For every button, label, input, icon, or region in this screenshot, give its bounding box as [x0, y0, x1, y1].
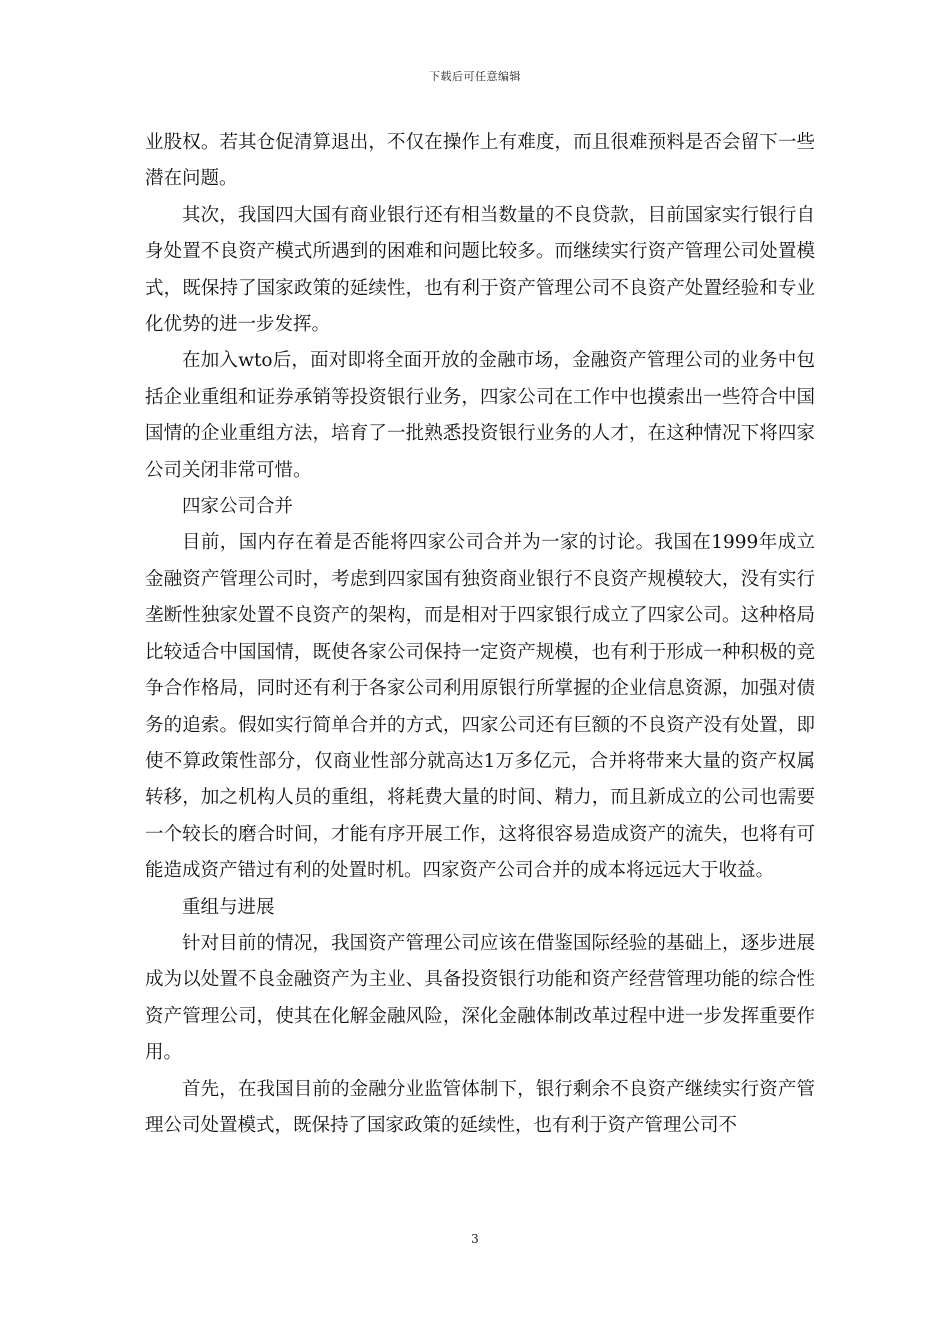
paragraph-firstly: 首先，在我国目前的金融分业监管体制下，银行剩余不良资产继续实行资产管理公司处置模式，既保持了国家政策的延续性，也有利于资产管理公司不: [145, 1078, 815, 1136]
page-number: 3: [471, 1232, 479, 1246]
paragraph-continuation: 业股权。若其仓促清算退出，不仅在操作上有难度，而且很难预料是否会留下一些潜在问题。: [145, 132, 815, 190]
section-heading-merger: 四家公司合并: [182, 496, 294, 518]
document-body: [145, 125, 815, 1144]
page-header: 下载后可任意编辑: [429, 70, 521, 83]
paragraph-wto: 在加入wto后，面对即将全面开放的金融市场，金融资产管理公司的业务中包括企业重组和证券承销等投资银行业务，四家公司在工作中也摸索出一些符合中国国情的企业重组方法，培育了一批熟悉投资银行业务的人才，在这种情况下将四家公司关闭非常可惜。: [145, 350, 815, 481]
paragraph-merger-discussion: 目前，国内存在着是否能将四家公司合并为一家的讨论。我国在1999年成立金融资产管理公司时，考虑到四家国有独资商业银行不良资产规模较大，没有实行垄断性独家处置不良资产的架构，而是相对于四家银行成立了四家公司。这种格局比较适合中国国情，既使各家公司保持一定资产规模，也有利于形成一种积极的竞争合作格局，同时还有利于各家公司利用原银行所掌握的企业信息资源，加强对债务的追索。假如实行简单合并的方式，四家公司还有巨额的不良资产没有处置，即使不算政策性部分，仅商业性部分就高达1万多亿元，合并将带来大量的资产权属转移，加之机构人员的重组，将耗费大量的时间、精力，而且新成立的公司也需要一个较长的磨合时间，才能有序开展工作，这将很容易造成资产的流失，也将有可能造成资产错过有利的处置时机。四家资产公司合并的成本将远远大于收益。: [145, 532, 815, 882]
paragraph-secondly: 其次，我国四大国有商业银行还有相当数量的不良贷款，目前国家实行银行自身处置不良资产模式所遇到的困难和问题比较多。而继续实行资产管理公司处置模式，既保持了国家政策的延续性，也有利于资产管理公司不良资产处置经验和专业化优势的进一步发挥。: [145, 204, 815, 336]
section-heading-reorganization: 重组与进展: [182, 896, 275, 918]
paragraph-current-situation: 针对目前的情况，我国资产管理公司应该在借鉴国际经验的基础上，逐步进展成为以处置不良金融资产为主业、具备投资银行功能和资产经营管理功能的综合性资产管理公司，使其在化解金融风险，深化金融体制改革过程中进一步发挥重要作用。: [145, 932, 815, 1064]
